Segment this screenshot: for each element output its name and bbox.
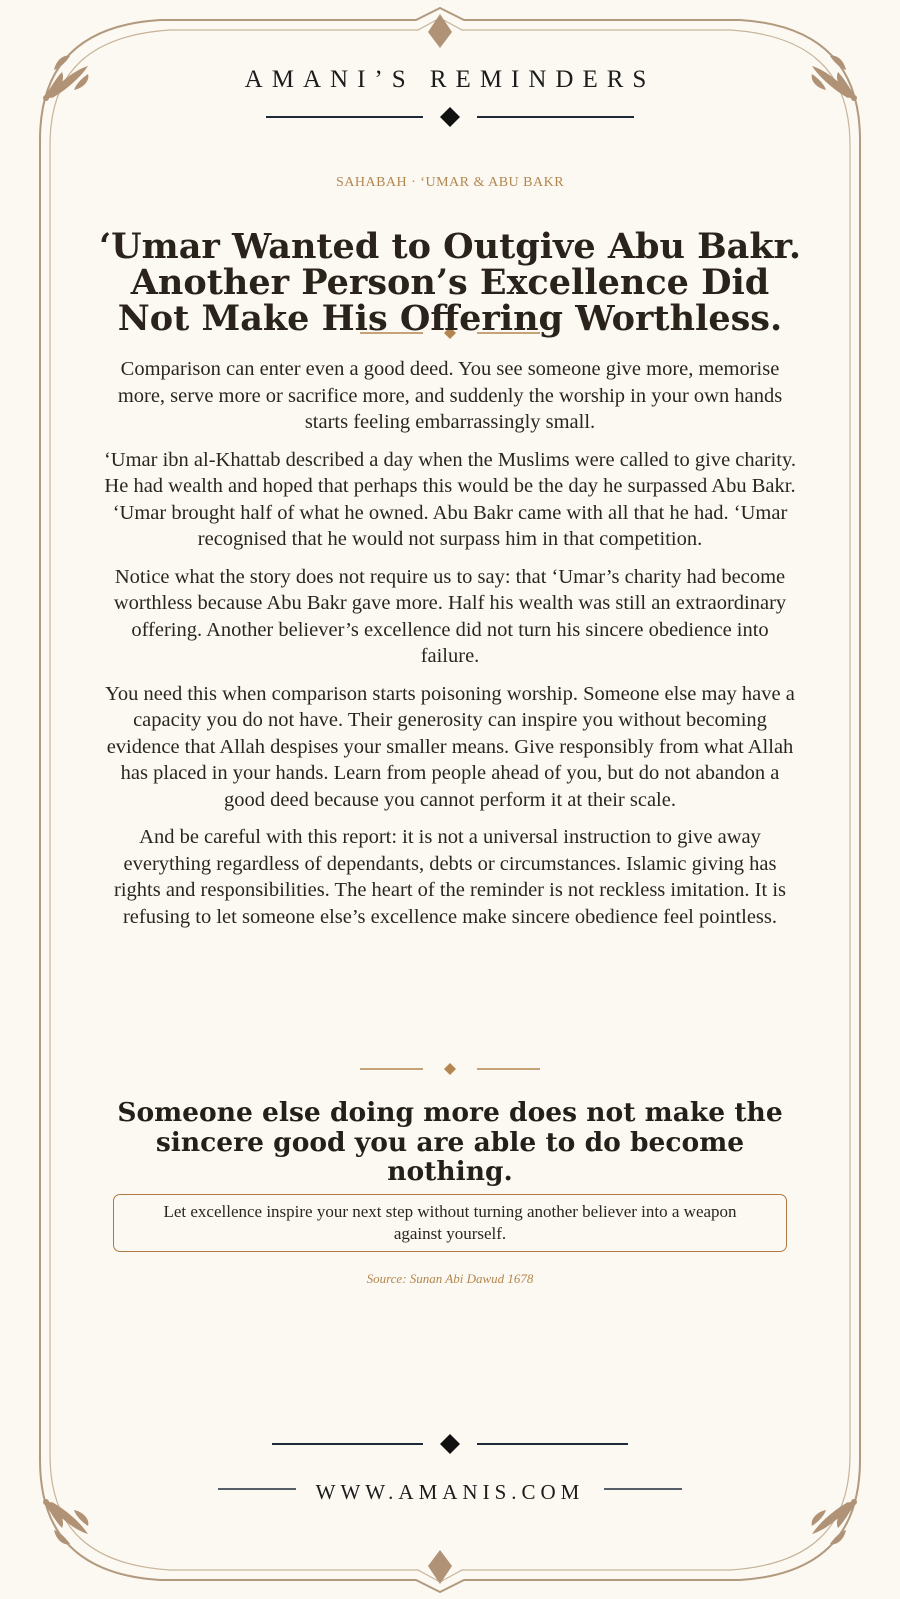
body-paragraph: You need this when comparison starts poisoning worship. Someone else may have a capacity you do not have. Their generosity can inspire you without becoming evidence that Allah despises your smaller means. Give responsibly from what Allah has placed in your hands. Learn from people ahead of you, but do not abandon a good deed because you cannot perform it at their scale. [105,682,795,811]
flourish-bottom-right-icon [812,1499,857,1544]
source-citation: Source: Sunan Abi Dawud 1678 [366,1271,534,1286]
header-diamond-icon [440,107,460,127]
body-paragraph: Notice what the story does not require us to say: that ‘Umar’s charity had become worthless because Abu Bakr gave more. Half his wealth was still an extraordinary offering. Another believer’s excellence did not turn his sincere obedience into failure. [113,565,787,667]
frame-bottom-diamond [428,1550,452,1584]
flourish-bottom-left-icon [43,1499,88,1544]
body-paragraph: Comparison can enter even a good deed. You see someone give more, memorise more, serve more or sacrifice more, and suddenly the worship in your own hands starts feeling embarrassingly small. [117,358,783,433]
quote-diamond-icon [444,1063,456,1075]
callout-box: Let excellence inspire your next step without turning another believer into a weapon against yourself. [113,1194,787,1252]
key-quote: Someone else doing more does not make the sincere good you are able to do become nothing. [117,1097,783,1187]
footer-url[interactable]: WWW.AMANIS.COM [315,1480,585,1504]
category-tag: SAHABAH · ‘UMAR & ABU BAKR [335,175,565,190]
body-paragraph: And be careful with this report: it is not a universal instruction to give away everything regardless of dependants, debts or circumstances. Islamic giving has rights and responsibilities. The heart of the reminder is not reckless imitation. It is refusing to let someone else’s excellence make sincere obedience feel pointless. [114,826,786,928]
brand-title: AMANI’S REMINDERS [244,66,656,93]
footer-diamond-icon [440,1434,460,1454]
article-body [100,356,800,941]
body-paragraph: ‘Umar ibn al-Khattab described a day when the Muslims were called to give charity. He had wealth and hoped that perhaps this would be the day he surpassed Abu Bakr. ‘Umar brought half of what he owned. Abu Bakr came with all that he had. ‘Umar recognised that he would not surpass him in that competition. [103,448,796,550]
frame-top-diamond [428,14,452,48]
headline: ‘Umar Wanted to Outgive Abu Bakr. Another Person’s Excellence Did Not Make His Offering Worthless. [98,226,802,339]
